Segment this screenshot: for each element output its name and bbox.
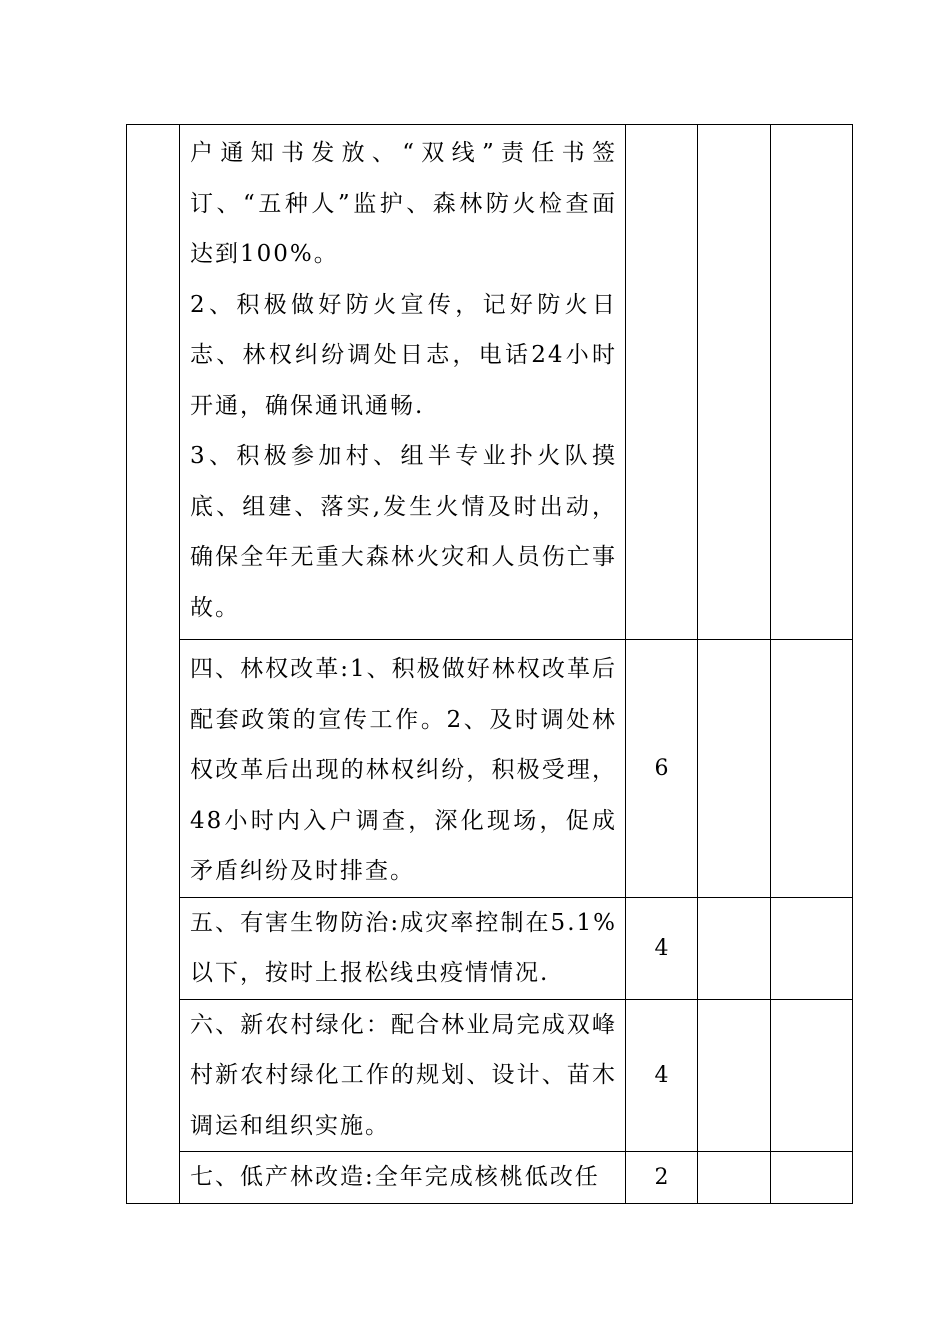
empty-cell — [771, 897, 853, 999]
empty-cell — [698, 640, 771, 898]
score-cell: 2 — [626, 1152, 698, 1204]
empty-cell — [698, 125, 771, 640]
content-cell — [180, 999, 626, 1152]
content-paragraph: 七、低产林改造:全年完成核桃低改任 — [190, 1164, 600, 1190]
empty-cell — [771, 999, 853, 1152]
content-paragraph: 3、积极参加村、组半专业扑火队摸底、组建、落实,发生火情及时出动，确保全年无重大森林火灾和人员伤亡事故。 — [190, 443, 617, 621]
assessment-table — [126, 124, 853, 1204]
table-row — [127, 1152, 853, 1204]
content-cell — [180, 897, 626, 999]
empty-cell — [698, 1152, 771, 1204]
empty-cell — [771, 1152, 853, 1204]
score-cell: 6 — [626, 640, 698, 898]
content-paragraph: 五、有害生物防治:成灾率控制在5.1%以下，按时上报松线虫疫情情况. — [190, 909, 617, 986]
content-cell — [180, 1152, 626, 1204]
empty-cell — [771, 125, 853, 640]
table-row — [127, 999, 853, 1152]
content-paragraph: 2、积极做好防火宣传，记好防火日志、林权纠纷调处日志，电话24小时开通，确保通讯通畅. — [190, 291, 617, 419]
content-paragraph: 六、新农村绿化：配合林业局完成双峰村新农村绿化工作的规划、设计、苗木调运和组织实施。 — [190, 1011, 617, 1139]
empty-cell — [698, 999, 771, 1152]
score-cell: 4 — [626, 999, 698, 1152]
empty-cell — [771, 640, 853, 898]
content-paragraph: 户通知书发放、“双线”责任书签订、“五种人”监护、森林防火检查面达到100%。 — [190, 140, 617, 267]
content-paragraph: 四、林权改革:1、积极做好林权改革后配套政策的宣传工作。2、及时调处林权改革后出现的林权纠纷，积极受理，48小时内入户调查，深化现场，促成矛盾纠纷及时排查。 — [190, 656, 617, 884]
table-row — [127, 640, 853, 898]
score-cell: 4 — [626, 897, 698, 999]
category-cell — [127, 125, 180, 1204]
table-row — [127, 897, 853, 999]
table-row — [127, 125, 853, 640]
content-cell — [180, 640, 626, 898]
empty-cell — [698, 897, 771, 999]
score-cell — [626, 125, 698, 640]
content-cell — [180, 125, 626, 640]
